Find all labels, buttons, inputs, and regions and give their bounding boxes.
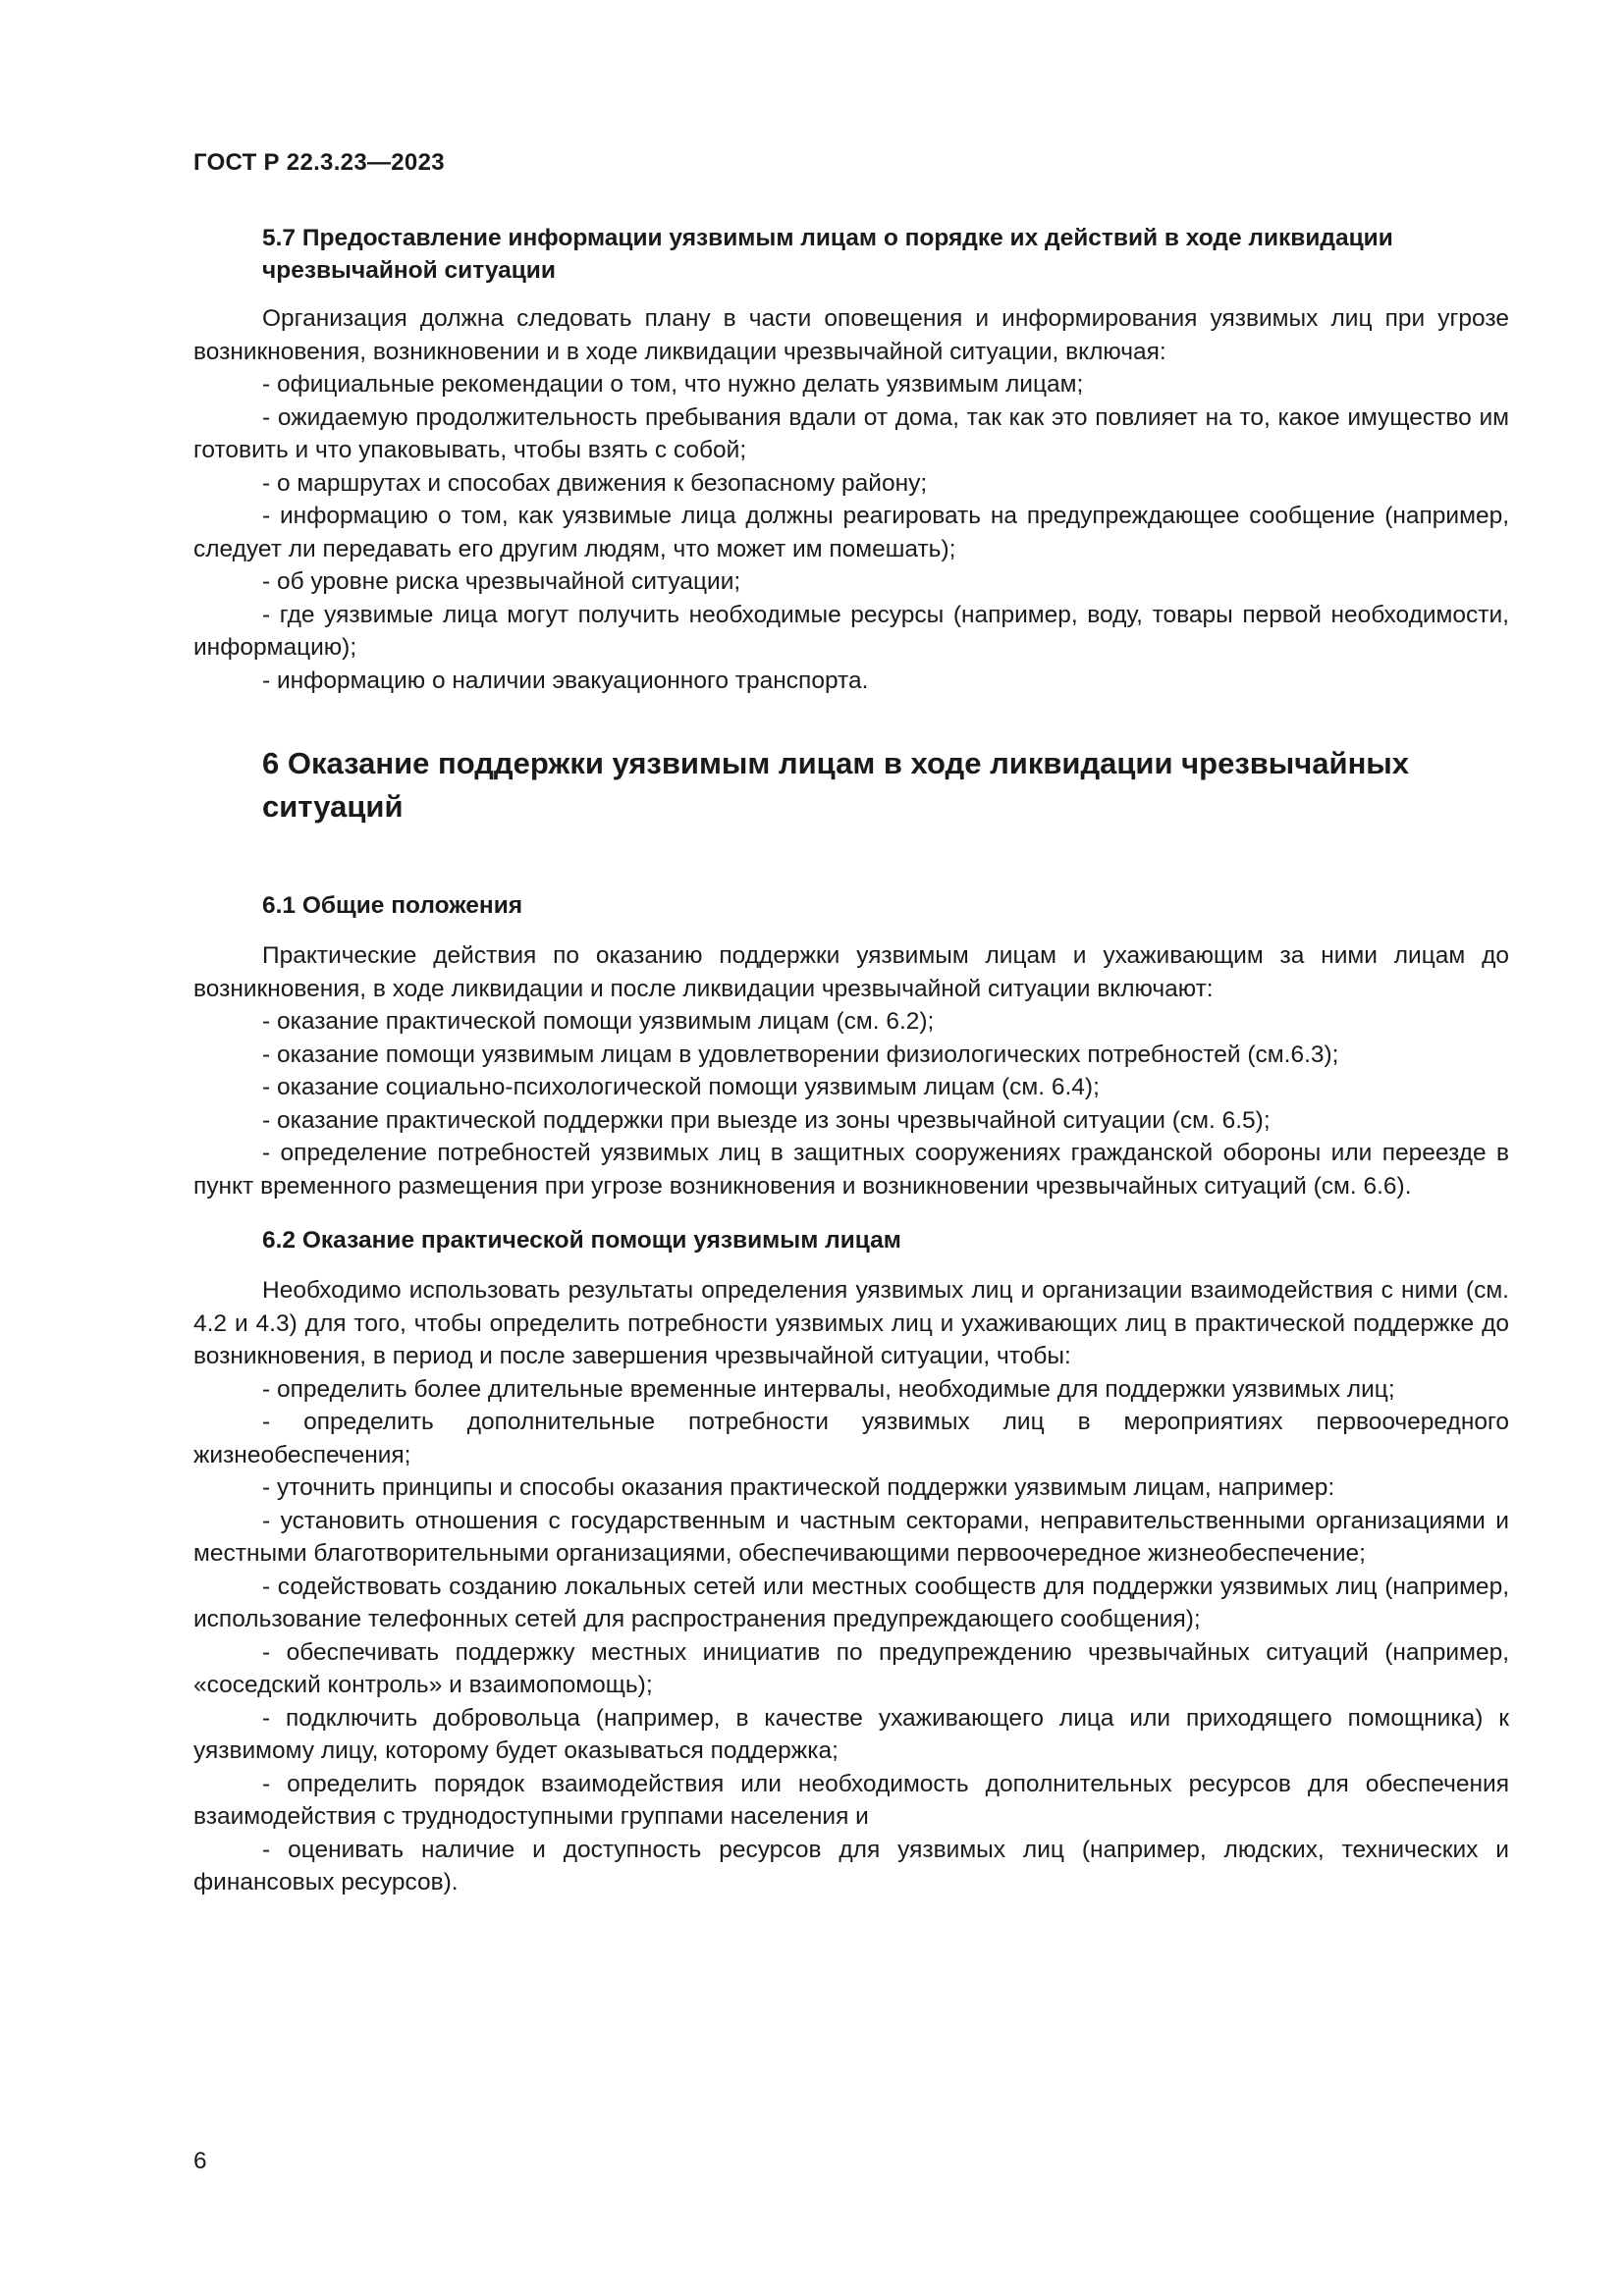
list-item: - подключить добровольца (например, в качестве ухаживающего лица или приходящего помощника) к уязвимому лицу, которому будет оказываться поддержка; (193, 1704, 1509, 1764)
list-item: - определить порядок взаимодействия или необходимость дополнительных ресурсов для обеспечения взаимодействия с труднодоступными группами населения и (193, 1770, 1509, 1830)
list-item: - официальные рекомендации о том, что нужно делать уязвимым лицам; (262, 371, 1084, 398)
paragraph: Практические действия по оказанию поддержки уязвимым лицам и ухаживающим за ними лицам до возникновения, в ходе ликвидации и после ликвидации чрезвычайной ситуации включают: (193, 942, 1509, 1002)
list-item: - оказание помощи уязвимым лицам в удовлетворении физиологических потребностей (см.6.3); (262, 1041, 1339, 1068)
section-6-2-body (193, 1274, 1509, 1899)
list-item: - где уязвимые лица могут получить необходимые ресурсы (например, воду, товары первой необходимости, информацию); (193, 601, 1509, 661)
section-6-1-body (193, 939, 1509, 1202)
list-item: - содействовать созданию локальных сетей или местных сообществ для поддержки уязвимых лиц (например, использование телефонных сетей для распространения предупреждающего сообщения); (193, 1573, 1509, 1632)
section-5-7-title: 5.7 Предоставление информации уязвимым лицам о порядке их действий в ходе ликвидации чрезвычайной ситуации (262, 225, 1393, 284)
paragraph: Необходимо использовать результаты определения уязвимых лиц и организации взаимодействия с ними (см. 4.2 и 4.3) для того, чтобы определить потребности уязвимых лиц и ухаживающих лиц в практической поддержке до возникновения, в период и после завершения чрезвычайной ситуации, чтобы: (193, 1277, 1509, 1369)
list-item: - об уровне риска чрезвычайной ситуации; (262, 568, 741, 595)
list-item: - определение потребностей уязвимых лиц в защитных сооружениях гражданской обороны или переезде в пункт временного размещения при угрозе возникновения и возникновении чрезвычайных ситуаций (см. 6.6). (193, 1140, 1509, 1200)
section-6-1-title: 6.1 Общие положения (262, 892, 523, 919)
list-item: - информацию о том, как уязвимые лица должны реагировать на предупреждающее сообщение (например, следует ли передавать его другим людям, что может им помешать); (193, 503, 1509, 562)
list-item: - уточнить принципы и способы оказания практической поддержки уязвимым лицам, например: (262, 1474, 1335, 1501)
list-item: - оказание практической помощи уязвимым лицам (см. 6.2); (262, 1008, 935, 1035)
list-item: - установить отношения с государственным и частным секторами, неправительственными организациями и местными благотворительными организациями, обеспечивающими первоочередное жизнеобеспечение; (193, 1507, 1509, 1567)
document-body (193, 222, 1509, 1899)
list-item: - определить дополнительные потребности уязвимых лиц в мероприятиях первоочередного жизнеобеспечения; (193, 1409, 1509, 1468)
list-item: - о маршрутах и способах движения к безопасному району; (262, 469, 928, 497)
list-item: - оценивать наличие и доступность ресурсов для уязвимых лиц (например, людских, технических и финансовых ресурсов). (193, 1836, 1509, 1896)
list-item: - оказание социально-психологической помощи уязвимым лицам (см. 6.4); (262, 1074, 1100, 1100)
list-item: - оказание практической поддержки при выезде из зоны чрезвычайной ситуации (см. 6.5); (262, 1106, 1271, 1134)
list-item: - информацию о наличии эвакуационного транспорта. (262, 667, 869, 694)
section-6-title: 6 Оказание поддержки уязвимым лицам в ходе ликвидации чрезвычайных ситуаций (262, 746, 1410, 824)
section-6-2-title: 6.2 Оказание практической помощи уязвимым лицам (262, 1227, 901, 1254)
section-5-7-body (193, 302, 1509, 697)
page-number: 6 (193, 2148, 207, 2174)
document-code-header: ГОСТ Р 22.3.23—2023 (193, 149, 445, 176)
paragraph: Организация должна следовать плану в части оповещения и информирования уязвимых лиц при угрозе возникновения, возникновении и в ходе ликвидации чрезвычайной ситуации, включая: (193, 305, 1509, 365)
list-item: - определить более длительные временные интервалы, необходимые для поддержки уязвимых лиц; (262, 1375, 1395, 1403)
list-item: - обеспечивать поддержку местных инициатив по предупреждению чрезвычайных ситуаций (например, «соседский контроль» и взаимопомощь); (193, 1638, 1509, 1698)
list-item: - ожидаемую продолжительность пребывания вдали от дома, так как это повлияет на то, какое имущество им готовить и что упаковывать, чтобы взять с собой; (193, 403, 1509, 463)
